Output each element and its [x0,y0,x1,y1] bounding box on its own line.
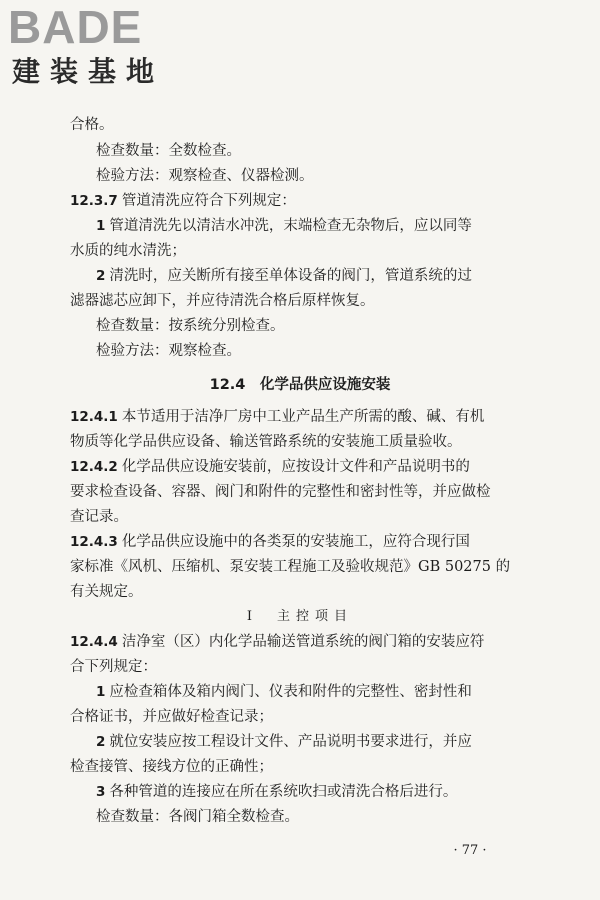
text-line: 滤器滤芯应卸下，并应待清洗合格后原样恢复。 [70,293,375,309]
logo-wordmark: BADE [8,1,143,53]
text-line: 检查数量：各阀门箱全数检查。 [96,809,299,825]
clause-12-4-4 [70,632,570,652]
text-line: 有关规定。 [70,584,143,600]
list-item [96,732,596,752]
clause-number: 12.4.1 [70,409,118,425]
clause-number: 12.4.4 [70,634,118,650]
text-line: 水质的纯水清洗； [70,243,186,259]
text-line: 检查数量：按系统分别检查。 [96,318,285,334]
list-item [96,682,596,702]
item-text: 就位安装应按工程设计文件、产品说明书要求进行，并应 [109,734,472,750]
text-line: 检验方法：观察检查、仪器检测。 [96,168,314,184]
clause-number: 12.4.2 [70,459,118,475]
text-line: 查记录。 [70,509,128,525]
text-line: 检查数量：全数检查。 [96,143,241,159]
subsection-heading: Ⅰ 主控项目 [246,609,354,624]
clause-text: 化学品供应设施安装前，应按设计文件和产品说明书的 [121,459,470,475]
item-number: 2 [96,268,106,284]
text-line: 要求检查设备、容器、阀门和附件的完整性和密封性等，并应做检 [70,484,491,500]
clause-number: 12.3.7 [70,193,118,209]
list-item [96,266,596,286]
clause-text: 本节适用于洁净厂房中工业产品生产所需的酸、碱、有机 [121,409,485,425]
item-number: 3 [96,784,106,800]
text-line: 检查接管、接线方位的正确性； [70,759,273,775]
item-text: 管道清洗先以清洁水冲洗，末端检查无杂物后，应以同等 [109,218,472,234]
list-item [96,782,596,802]
text-line: 物质等化学品供应设备、输送管路系统的安装施工质量验收。 [70,434,462,450]
text-line: 合格。 [70,117,114,133]
item-text: 各种管道的连接应在所在系统吹扫或清洗合格后进行。 [109,784,458,800]
section-heading: 12.4 化学品供应设施安装 [209,377,391,393]
clause-text: 管道清洗应符合下列规定： [121,193,296,209]
text-line: 检验方法：观察检查。 [96,343,241,359]
item-number: 1 [96,684,106,700]
clause-text: 化学品供应设施中的各类泵的安装施工，应符合现行国 [121,534,470,550]
clause-text: 洁净室（区）内化学品输送管道系统的阀门箱的安装应符 [121,634,485,650]
logo-subtitle: 建装基地 [12,55,165,88]
clause-number: 12.4.3 [70,534,118,550]
clause-12-3-7 [70,191,570,211]
item-text: 清洗时，应关断所有接至单体设备的阀门，管道系统的过 [109,268,472,284]
clause-12-4-2 [70,457,570,477]
text-line: 家标准《风机、压缩机、泵安装工程施工及验收规范》GB 50275 的 [70,559,511,575]
bade-logo [8,2,178,94]
clause-12-4-3 [70,532,570,552]
clause-12-4-1 [70,407,570,427]
text-line: 合格证书，并应做好检查记录； [70,709,273,725]
list-item [96,216,596,236]
item-text: 应检查箱体及箱内阀门、仪表和附件的完整性、密封性和 [109,684,472,700]
item-number: 2 [96,734,106,750]
text-line: 合下列规定： [70,659,157,675]
item-number: 1 [96,218,106,234]
page-number: · 77 · [453,843,487,858]
